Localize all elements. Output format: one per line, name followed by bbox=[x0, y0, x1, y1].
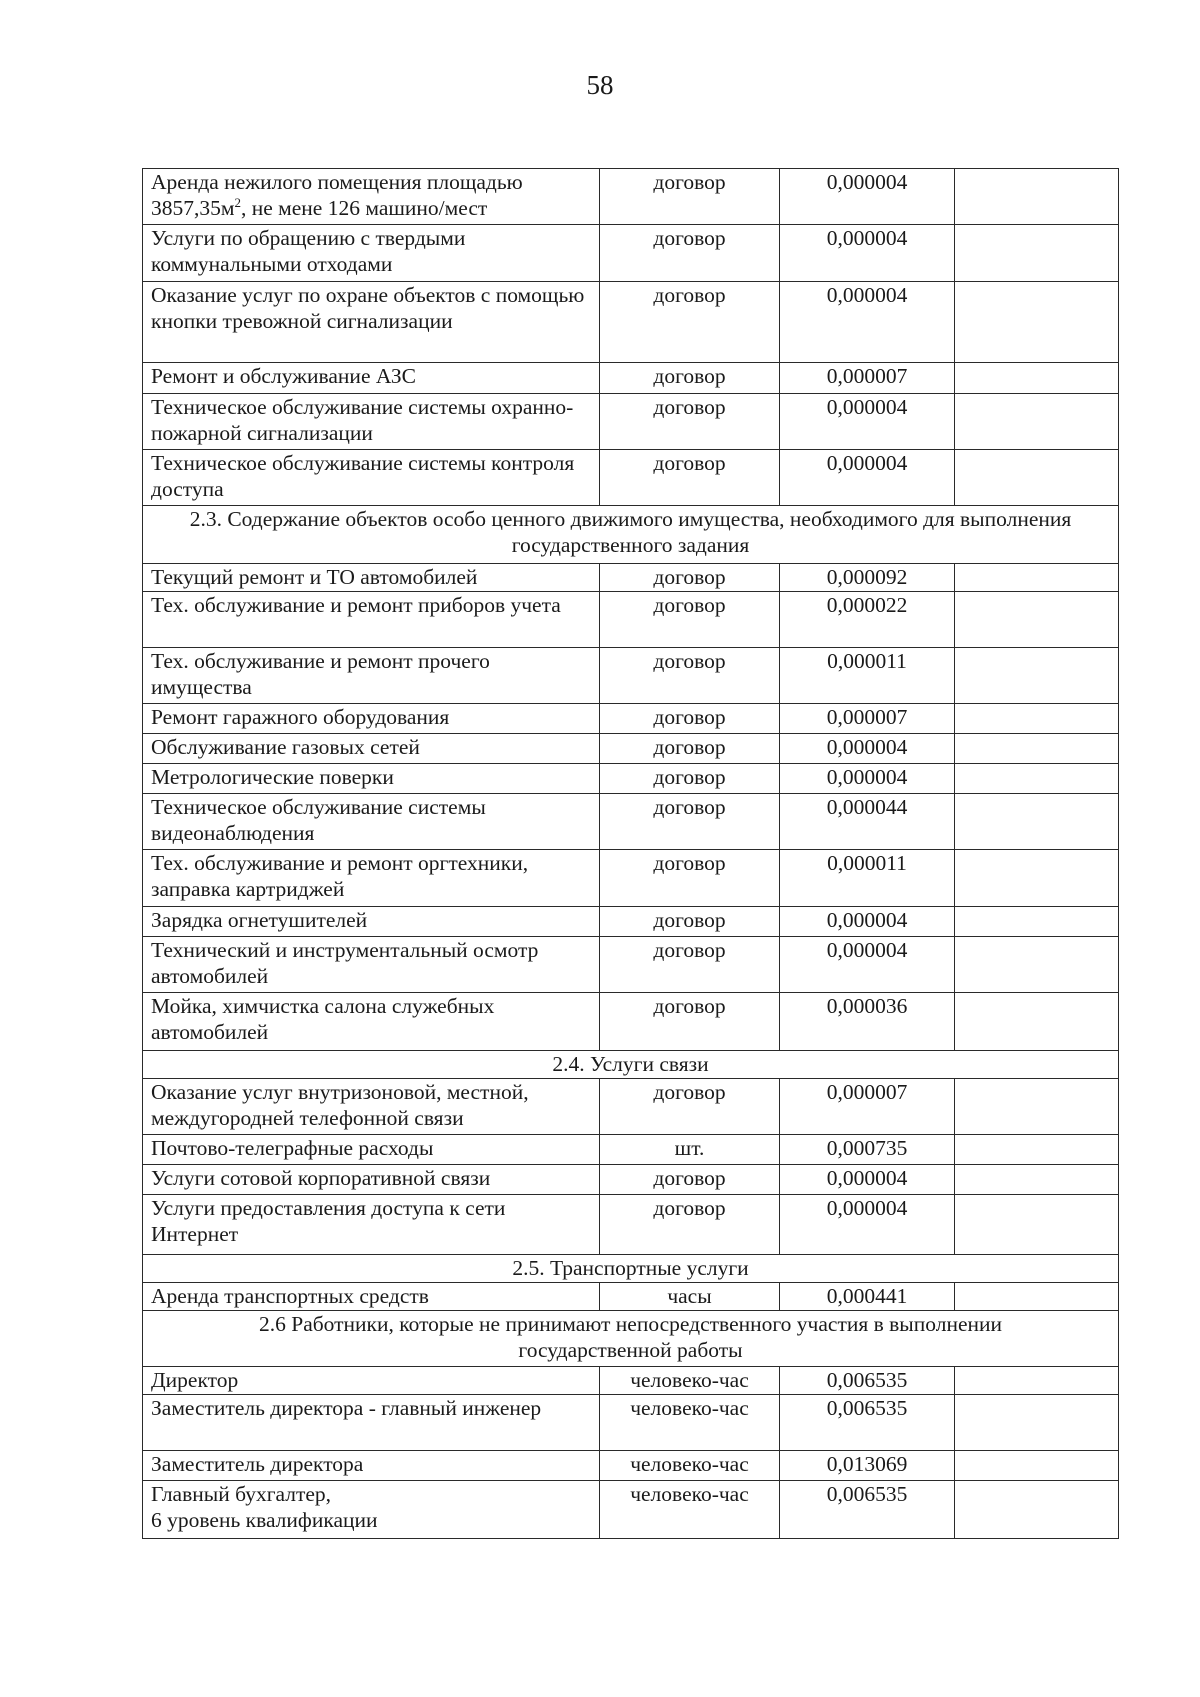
row-unit: часы bbox=[600, 1283, 780, 1311]
table-row bbox=[143, 1079, 1119, 1135]
section-header-row bbox=[143, 506, 1119, 564]
row-name: Оказание услуг по охране объектов с помощью кнопки тревожной сигнализации bbox=[143, 282, 600, 363]
row-value: 0,000007 bbox=[780, 363, 955, 394]
row-name: Текущий ремонт и ТО автомобилей bbox=[143, 564, 600, 592]
row-name: Услуги по обращению с твердыми коммунальными отходами bbox=[143, 225, 600, 282]
row-empty-cell bbox=[955, 1165, 1119, 1195]
row-unit: договор bbox=[600, 794, 780, 850]
row-value: 0,000004 bbox=[780, 282, 955, 363]
row-empty-cell bbox=[955, 363, 1119, 394]
row-name: Аренда транспортных средств bbox=[143, 1283, 600, 1311]
row-value: 0,000011 bbox=[780, 850, 955, 907]
row-empty-cell bbox=[955, 169, 1119, 225]
table-row bbox=[143, 648, 1119, 704]
row-name: Услуги сотовой корпоративной связи bbox=[143, 1165, 600, 1195]
row-name: Почтово-телеграфные расходы bbox=[143, 1135, 600, 1165]
table-row bbox=[143, 592, 1119, 648]
row-unit: договор bbox=[600, 1195, 780, 1255]
row-empty-cell bbox=[955, 734, 1119, 764]
row-unit: договор bbox=[600, 1165, 780, 1195]
row-unit: договор bbox=[600, 363, 780, 394]
section-title: 2.3. Содержание объектов особо ценного движимого имущества, необходимого для выполнения государственного задания bbox=[143, 506, 1119, 564]
table-row bbox=[143, 363, 1119, 394]
section-title: 2.4. Услуги связи bbox=[143, 1051, 1119, 1079]
table-row bbox=[143, 564, 1119, 592]
row-empty-cell bbox=[955, 907, 1119, 937]
table-row bbox=[143, 1135, 1119, 1165]
row-empty-cell bbox=[955, 282, 1119, 363]
row-name: Тех. обслуживание и ремонт приборов учета bbox=[143, 592, 600, 648]
row-unit: договор bbox=[600, 734, 780, 764]
table-row bbox=[143, 907, 1119, 937]
section-title: 2.5. Транспортные услуги bbox=[143, 1255, 1119, 1283]
row-name: Техническое обслуживание системы контроля доступа bbox=[143, 450, 600, 506]
table-row bbox=[143, 1451, 1119, 1481]
row-name: Метрологические поверки bbox=[143, 764, 600, 794]
row-value: 0,000011 bbox=[780, 648, 955, 704]
row-unit: договор bbox=[600, 225, 780, 282]
row-empty-cell bbox=[955, 1135, 1119, 1165]
row-name: Техническое обслуживание системы видеонаблюдения bbox=[143, 794, 600, 850]
section-title: 2.6 Работники, которые не принимают непосредственного участия в выполнении государственной работы bbox=[143, 1311, 1119, 1367]
row-name: Ремонт гаражного оборудования bbox=[143, 704, 600, 734]
row-unit: человеко-час bbox=[600, 1367, 780, 1395]
row-name: Заместитель директора - главный инженер bbox=[143, 1395, 600, 1451]
row-unit: человеко-час bbox=[600, 1481, 780, 1539]
row-name: Мойка, химчистка салона служебных автомобилей bbox=[143, 993, 600, 1051]
row-empty-cell bbox=[955, 1481, 1119, 1539]
row-name: Тех. обслуживание и ремонт оргтехники, заправка картриджей bbox=[143, 850, 600, 907]
row-name: Главный бухгалтер, 6 уровень квалификации bbox=[143, 1481, 600, 1539]
row-name: Ремонт и обслуживание АЗС bbox=[143, 363, 600, 394]
row-value: 0,000735 bbox=[780, 1135, 955, 1165]
row-empty-cell bbox=[955, 937, 1119, 993]
row-empty-cell bbox=[955, 450, 1119, 506]
row-empty-cell bbox=[955, 1195, 1119, 1255]
table-row bbox=[143, 1165, 1119, 1195]
row-value: 0,000092 bbox=[780, 564, 955, 592]
row-value: 0,000004 bbox=[780, 937, 955, 993]
row-empty-cell bbox=[955, 225, 1119, 282]
row-unit: договор bbox=[600, 764, 780, 794]
row-name: Зарядка огнетушителей bbox=[143, 907, 600, 937]
row-empty-cell bbox=[955, 592, 1119, 648]
row-value: 0,000004 bbox=[780, 764, 955, 794]
table-row bbox=[143, 1367, 1119, 1395]
table-row bbox=[143, 1283, 1119, 1311]
row-unit: договор bbox=[600, 704, 780, 734]
section-header-row bbox=[143, 1255, 1119, 1283]
row-value: 0,006535 bbox=[780, 1395, 955, 1451]
row-empty-cell bbox=[955, 1395, 1119, 1451]
row-empty-cell bbox=[955, 993, 1119, 1051]
row-empty-cell bbox=[955, 564, 1119, 592]
table-row bbox=[143, 764, 1119, 794]
row-value: 0,000004 bbox=[780, 734, 955, 764]
table-row bbox=[143, 704, 1119, 734]
row-empty-cell bbox=[955, 704, 1119, 734]
table-row bbox=[143, 169, 1119, 225]
section-header-row bbox=[143, 1311, 1119, 1367]
row-value: 0,000004 bbox=[780, 169, 955, 225]
row-empty-cell bbox=[955, 394, 1119, 450]
table-row bbox=[143, 850, 1119, 907]
row-empty-cell bbox=[955, 1079, 1119, 1135]
row-name: Тех. обслуживание и ремонт прочего имущества bbox=[143, 648, 600, 704]
table-row bbox=[143, 282, 1119, 363]
row-name: Услуги предоставления доступа к сети Интернет bbox=[143, 1195, 600, 1255]
row-name: Директор bbox=[143, 1367, 600, 1395]
row-unit: договор bbox=[600, 169, 780, 225]
row-unit: договор bbox=[600, 937, 780, 993]
row-unit: договор bbox=[600, 850, 780, 907]
row-empty-cell bbox=[955, 1451, 1119, 1481]
row-value: 0,000004 bbox=[780, 394, 955, 450]
row-value: 0,000036 bbox=[780, 993, 955, 1051]
row-value: 0,000007 bbox=[780, 704, 955, 734]
row-empty-cell bbox=[955, 764, 1119, 794]
row-unit: договор bbox=[600, 592, 780, 648]
cost-norms-table bbox=[142, 168, 1119, 1539]
row-unit: договор bbox=[600, 394, 780, 450]
row-unit: договор bbox=[600, 907, 780, 937]
page-number: 58 bbox=[586, 70, 614, 100]
row-unit: договор bbox=[600, 450, 780, 506]
table-row bbox=[143, 993, 1119, 1051]
row-unit: человеко-час bbox=[600, 1395, 780, 1451]
row-empty-cell bbox=[955, 1283, 1119, 1311]
row-empty-cell bbox=[955, 794, 1119, 850]
row-unit: договор bbox=[600, 282, 780, 363]
row-name: Аренда нежилого помещения площадью $3857,35м^2$, не мене 126 машино/мест bbox=[143, 169, 600, 225]
row-value: 0,000022 bbox=[780, 592, 955, 648]
table-row bbox=[143, 937, 1119, 993]
table-row bbox=[143, 394, 1119, 450]
table-row bbox=[143, 734, 1119, 764]
table-row bbox=[143, 450, 1119, 506]
row-value: 0,000007 bbox=[780, 1079, 955, 1135]
row-name: Технический и инструментальный осмотр автомобилей bbox=[143, 937, 600, 993]
table-row bbox=[143, 794, 1119, 850]
row-value: 0,000004 bbox=[780, 1165, 955, 1195]
row-value: 0,000441 bbox=[780, 1283, 955, 1311]
table-row bbox=[143, 1195, 1119, 1255]
row-unit: договор bbox=[600, 564, 780, 592]
table-row bbox=[143, 1395, 1119, 1451]
row-empty-cell bbox=[955, 850, 1119, 907]
table-row bbox=[143, 1481, 1119, 1539]
row-empty-cell bbox=[955, 648, 1119, 704]
row-unit: договор bbox=[600, 648, 780, 704]
row-name: Техническое обслуживание системы охранно-пожарной сигнализации bbox=[143, 394, 600, 450]
row-value: 0,000004 bbox=[780, 1195, 955, 1255]
row-value: 0,000004 bbox=[780, 907, 955, 937]
row-unit: договор bbox=[600, 993, 780, 1051]
row-value: 0,006535 bbox=[780, 1367, 955, 1395]
row-name: Заместитель директора bbox=[143, 1451, 600, 1481]
row-value: 0,000004 bbox=[780, 225, 955, 282]
row-value: 0,013069 bbox=[780, 1451, 955, 1481]
row-value: 0,006535 bbox=[780, 1481, 955, 1539]
row-value: 0,000004 bbox=[780, 450, 955, 506]
row-name: Обслуживание газовых сетей bbox=[143, 734, 600, 764]
row-value: 0,000044 bbox=[780, 794, 955, 850]
row-unit: человеко-час bbox=[600, 1451, 780, 1481]
row-name: Оказание услуг внутризоновой, местной, междугородней телефонной связи bbox=[143, 1079, 600, 1135]
table-row bbox=[143, 225, 1119, 282]
row-unit: шт. bbox=[600, 1135, 780, 1165]
row-unit: договор bbox=[600, 1079, 780, 1135]
section-header-row bbox=[143, 1051, 1119, 1079]
row-empty-cell bbox=[955, 1367, 1119, 1395]
